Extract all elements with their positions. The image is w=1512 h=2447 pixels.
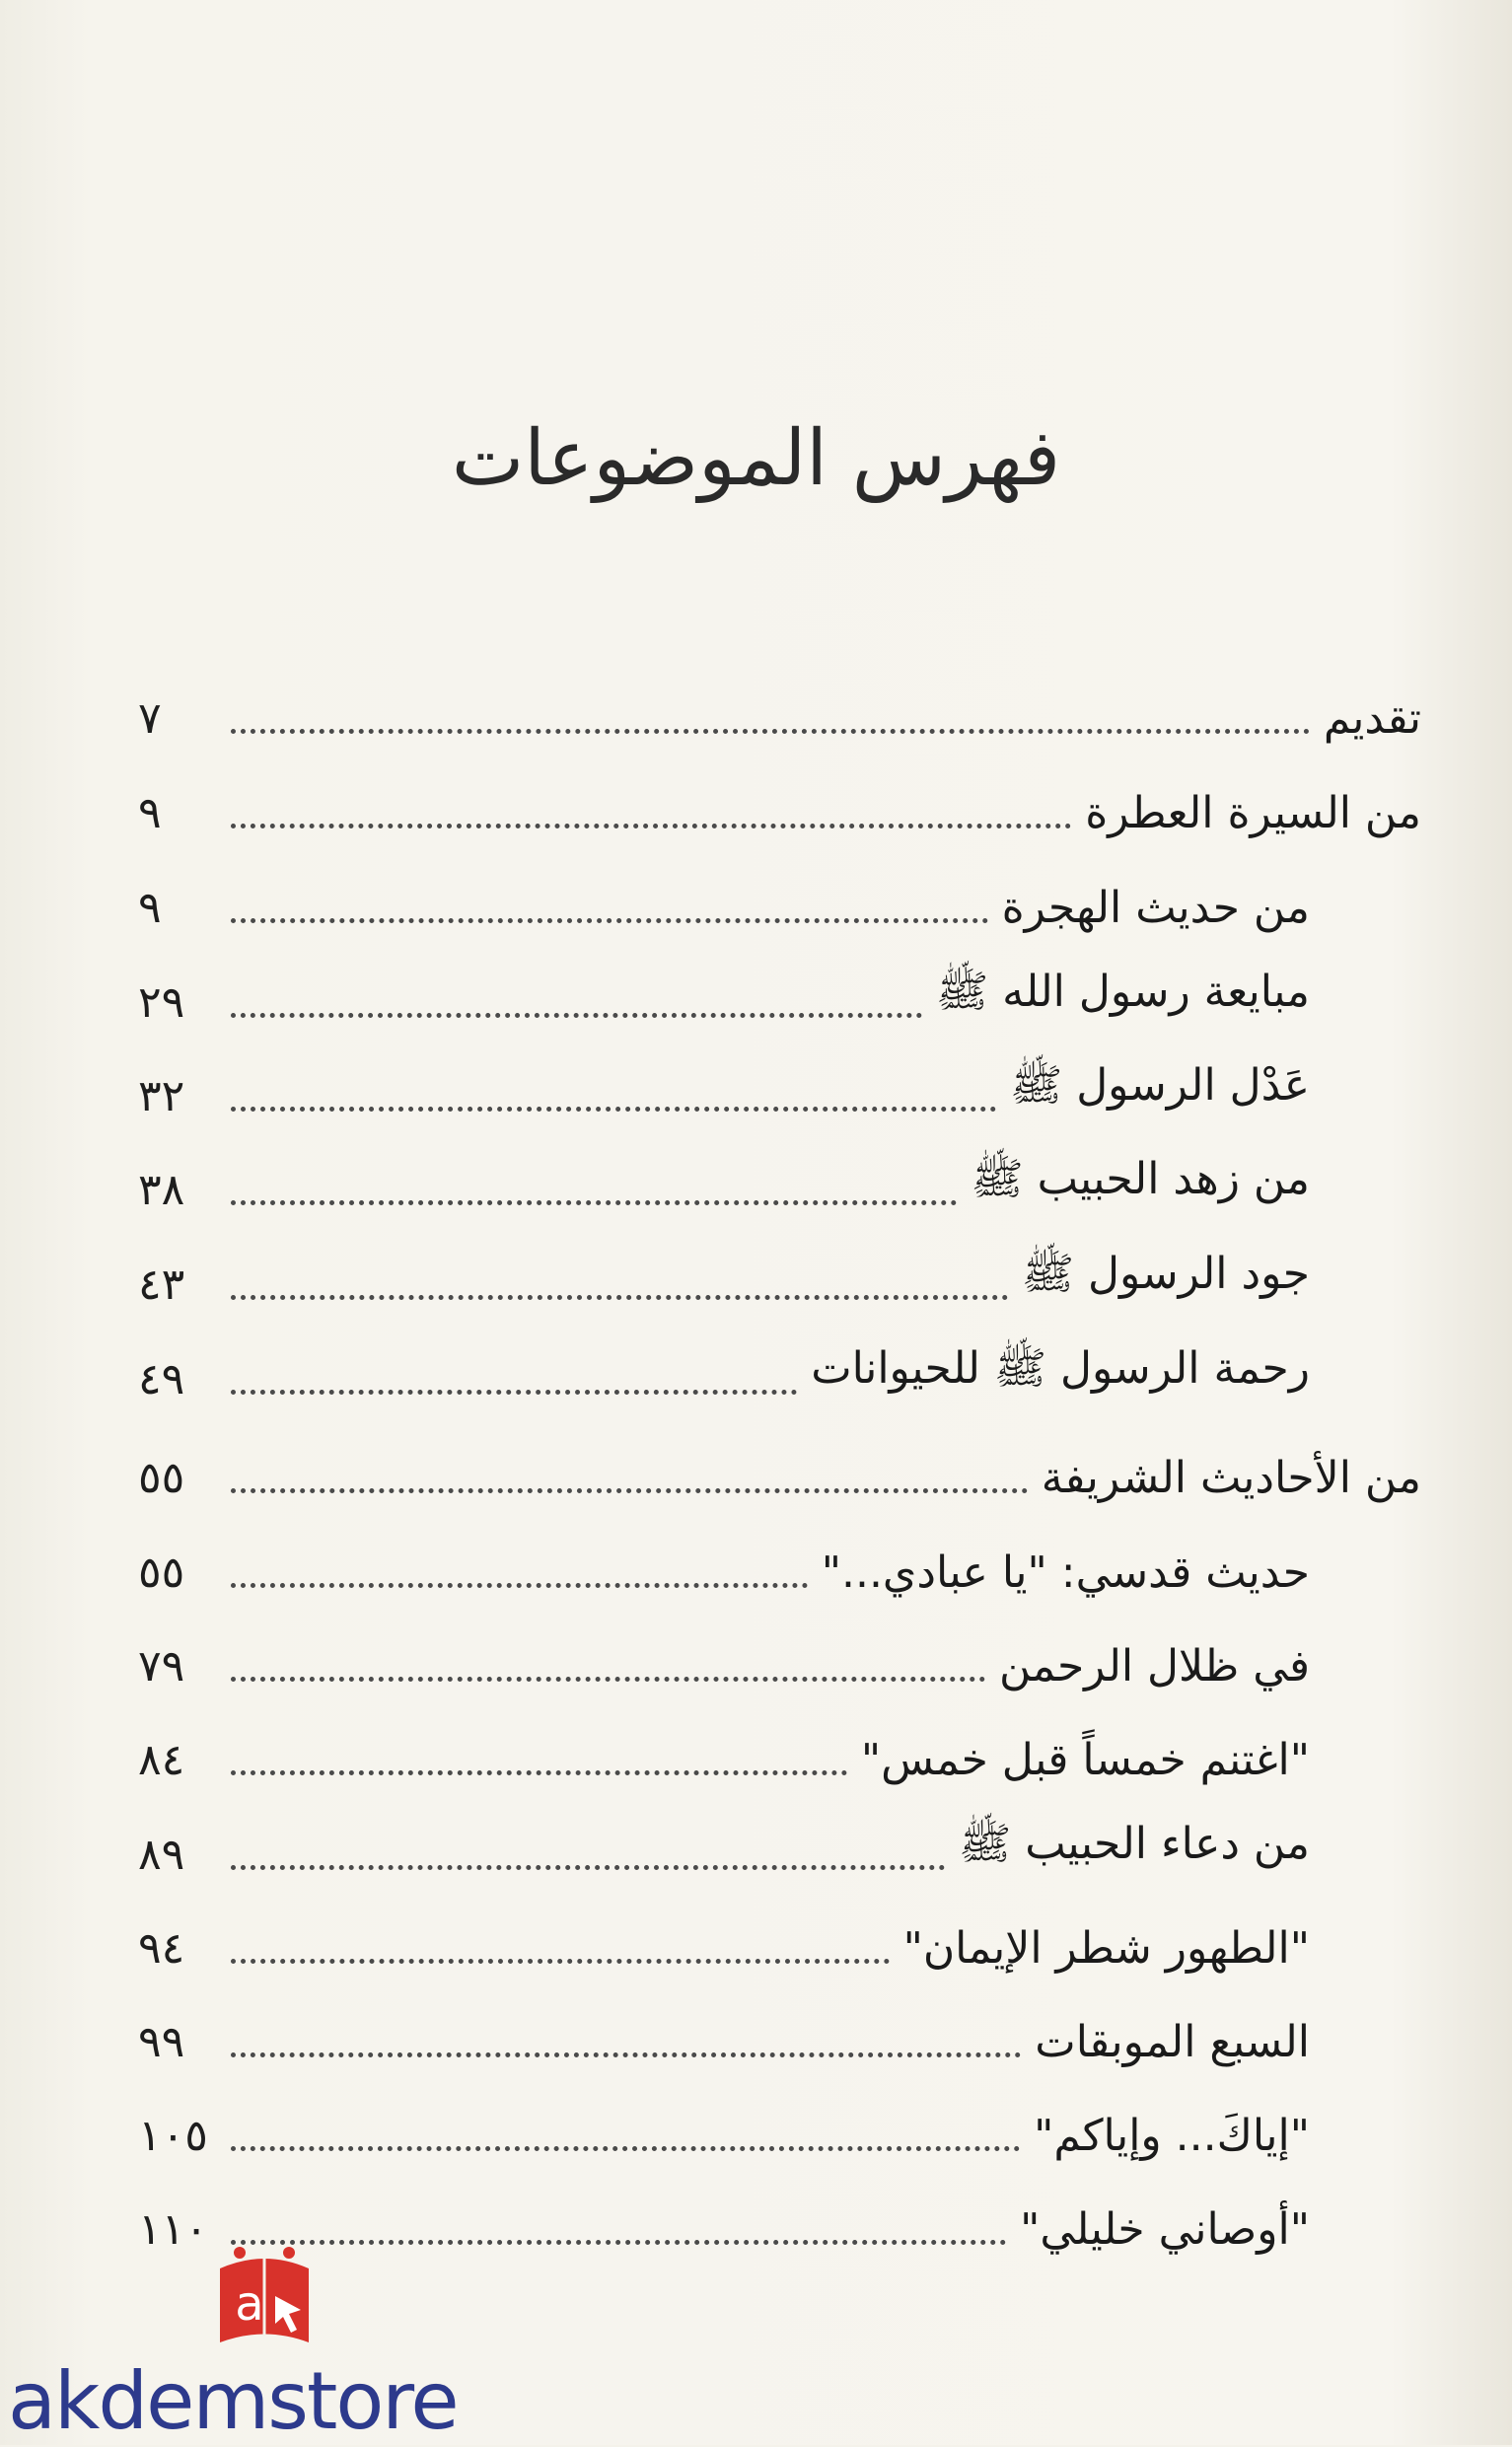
toc-row — [138, 870, 1310, 939]
toc-dot-leader — [231, 2052, 1021, 2057]
toc-entry-title: من حديث الهجرة — [1001, 883, 1310, 933]
toc-dot-leader — [231, 2146, 1020, 2151]
toc-row — [138, 1722, 1310, 1791]
toc-page-number: ٥٥ — [138, 1547, 185, 1598]
toc-row — [138, 1440, 1421, 1509]
page-title: فهرس الموضوعات — [451, 414, 1061, 503]
toc-row — [138, 1247, 1310, 1316]
toc-page-number: ١٠٥ — [138, 2111, 208, 2161]
toc-row — [138, 1910, 1310, 1979]
toc-page-number: ٥٥ — [138, 1453, 185, 1503]
toc-entry-title: تقديم — [1323, 693, 1421, 744]
toc-entry-title: مبايعة رسول الله ﷺ — [935, 967, 1310, 1017]
toc-dot-leader — [231, 1959, 890, 1964]
toc-entry-title: من السيرة العطرة — [1085, 788, 1421, 838]
toc-entry-title: "الطهور شطر الإيمان" — [902, 1923, 1310, 1974]
toc-page-number: ٩ — [138, 883, 162, 933]
toc-page-number: ٤٣ — [138, 1259, 185, 1310]
toc-page-number: ٩٩ — [138, 2017, 185, 2067]
toc-dot-leader — [231, 1390, 797, 1395]
toc-entry-title: حديث قدسي: "يا عبادي..." — [821, 1547, 1310, 1598]
toc-row — [138, 965, 1310, 1034]
toc-entry-title: في ظلال الرحمن — [999, 1641, 1310, 1691]
toc-entry-title: جود الرسول ﷺ — [1021, 1249, 1310, 1299]
toc-page-number: ٧٩ — [138, 1641, 185, 1691]
toc-page-number: ٣٢ — [138, 1071, 185, 1121]
toc-row — [138, 1535, 1310, 1604]
toc-page-number: ٢٩ — [138, 977, 185, 1028]
badge-letter: a — [235, 2276, 264, 2332]
toc-dot-leader — [231, 918, 988, 923]
toc-row — [138, 775, 1421, 844]
toc-entry-title: "إياكَ... وإياكم" — [1034, 2111, 1310, 2161]
toc-row — [138, 1628, 1310, 1697]
toc-row — [138, 1058, 1310, 1127]
toc-dot-leader — [231, 729, 1310, 734]
toc-entry-title: "أوصاني خليلي" — [1020, 2204, 1310, 2255]
toc-dot-leader — [231, 1488, 1028, 1493]
toc-page-number: ٤٩ — [138, 1354, 185, 1404]
toc-page-number: ٨٩ — [138, 1830, 185, 1880]
toc-dot-leader — [231, 824, 1071, 828]
toc-row — [138, 681, 1421, 750]
toc-entry-title: من زهد الحبيب ﷺ — [971, 1154, 1310, 1204]
toc-dot-leader — [231, 1295, 1008, 1300]
toc-row — [138, 1817, 1310, 1886]
toc-entry-title: رحمة الرسول ﷺ للحيوانات — [811, 1343, 1310, 1394]
toc-row — [138, 1341, 1310, 1410]
toc-page-number: ٨٤ — [138, 1735, 185, 1785]
toc-dot-leader — [231, 1107, 996, 1112]
toc-dot-leader — [231, 1013, 922, 1018]
toc-page-number: ٩٤ — [138, 1923, 185, 1974]
toc-dot-leader — [231, 1770, 847, 1775]
toc-entry-title: عَدْل الرسول ﷺ — [1010, 1060, 1310, 1111]
toc-row — [138, 2004, 1310, 2073]
toc-dot-leader — [231, 1200, 957, 1205]
toc-page-number: ١١٠ — [138, 2204, 208, 2255]
toc-page-number: ٩ — [138, 788, 162, 838]
toc-entry-title: من الأحاديث الشريفة — [1041, 1453, 1421, 1503]
store-watermark-logo — [8, 2239, 521, 2447]
toc-page-number: ٧ — [138, 693, 162, 744]
toc-dot-leader — [231, 1677, 985, 1682]
toc-row — [138, 1152, 1310, 1221]
toc-row — [138, 2098, 1310, 2167]
toc-dot-leader — [231, 1583, 808, 1588]
brand-name: akdemstore — [8, 2355, 458, 2447]
toc-entry-title: "اغتنم خمساً قبل خمس" — [860, 1735, 1310, 1785]
toc-page-number: ٣٨ — [138, 1165, 185, 1215]
toc-dot-leader — [231, 1865, 945, 1870]
book-cart-icon — [210, 2239, 319, 2357]
toc-entry-title: من دعاء الحبيب ﷺ — [959, 1819, 1310, 1869]
toc-entry-title: السبع الموبقات — [1035, 2017, 1310, 2067]
